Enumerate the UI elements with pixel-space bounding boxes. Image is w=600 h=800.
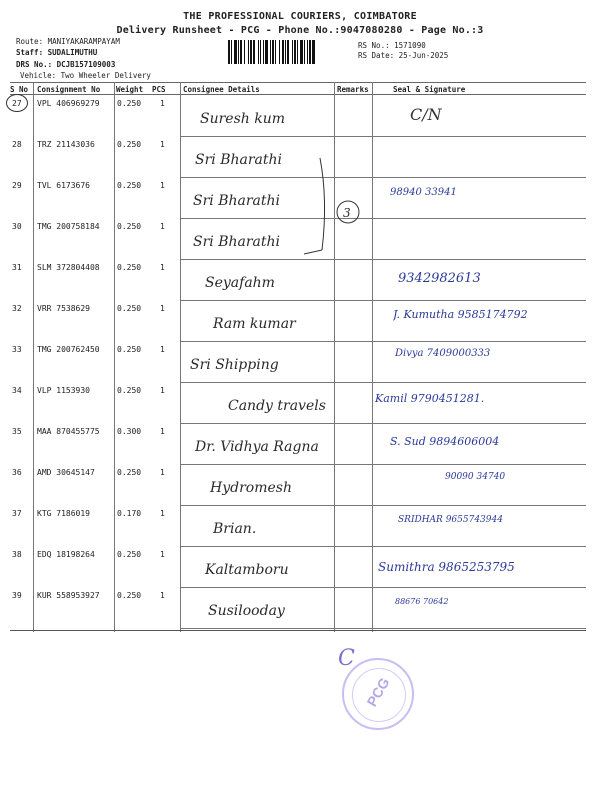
pcg-stamp bbox=[342, 658, 414, 730]
row-consignment-no: VPL 406969279 bbox=[37, 99, 100, 108]
row-consignee: Brian. bbox=[213, 521, 257, 537]
row-consignment-no: VLP 1153930 bbox=[37, 386, 90, 395]
row-consignment-no: AMD 30645147 bbox=[37, 468, 95, 477]
row-seal-signature: Sumithra 9865253795 bbox=[378, 560, 515, 574]
row-sno: 28 bbox=[12, 140, 22, 149]
row-weight: 0.250 bbox=[117, 550, 142, 559]
barcode-bar bbox=[304, 40, 305, 64]
barcode-bar bbox=[312, 40, 315, 64]
row-weight: 0.250 bbox=[117, 222, 142, 231]
row-weight: 0.300 bbox=[117, 427, 142, 436]
row-sno: 34 bbox=[12, 386, 22, 395]
row-pcs: 1 bbox=[160, 99, 165, 108]
row-weight: 0.170 bbox=[117, 509, 142, 518]
row-consignee: Ram kumar bbox=[213, 316, 296, 332]
row-weight: 0.250 bbox=[117, 181, 142, 190]
row-pcs: 1 bbox=[160, 591, 165, 600]
row-consignee: Susilooday bbox=[208, 603, 285, 619]
vrule-3 bbox=[180, 82, 181, 632]
barcode-bar bbox=[258, 40, 259, 64]
row-weight: 0.250 bbox=[117, 263, 142, 272]
row-seal-signature: 98940 33941 bbox=[390, 187, 457, 198]
row-seal-signature: S. Sud 9894606004 bbox=[390, 435, 500, 448]
vrule-2 bbox=[114, 82, 115, 632]
row-sno: 33 bbox=[12, 345, 22, 354]
col-weight: Weight bbox=[116, 85, 144, 94]
bracket-mark bbox=[300, 150, 370, 260]
row-consignee: Hydromesh bbox=[210, 480, 292, 496]
barcode-bar bbox=[234, 40, 237, 64]
row-rule bbox=[180, 464, 586, 465]
row-consignment-no: KTG 7186019 bbox=[37, 509, 90, 518]
row-consignee: Kaltamboru bbox=[205, 562, 289, 578]
col-consignment: Consignment No bbox=[37, 85, 101, 94]
row-sno: 39 bbox=[12, 591, 22, 600]
row-consignee: Suresh kum bbox=[200, 111, 286, 127]
row-consignee: Sri Bharathi bbox=[195, 152, 283, 168]
table-bottom-rule bbox=[10, 630, 586, 631]
row-sno: 29 bbox=[12, 181, 22, 190]
barcode-bar bbox=[250, 40, 252, 64]
row-weight: 0.250 bbox=[117, 304, 142, 313]
barcode-bar bbox=[248, 40, 249, 64]
barcode-bar bbox=[231, 40, 232, 64]
row-seal-signature: 88676 70642 bbox=[395, 597, 449, 606]
barcode-bar bbox=[272, 40, 274, 64]
row-consignment-no: MAA 870455775 bbox=[37, 427, 100, 436]
row-pcs: 1 bbox=[160, 550, 165, 559]
barcode-bar bbox=[297, 40, 298, 64]
row-sno: 35 bbox=[12, 427, 22, 436]
drs-label: DRS No.: DCJB157109003 bbox=[16, 60, 116, 69]
row-rule bbox=[180, 341, 586, 342]
barcode-bar bbox=[287, 40, 289, 64]
barcode-bar bbox=[294, 40, 296, 64]
row-sno: 32 bbox=[12, 304, 22, 313]
row-rule bbox=[180, 300, 586, 301]
vrule-5 bbox=[372, 82, 373, 632]
remarks-count: 3 bbox=[343, 206, 351, 220]
barcode-bar bbox=[309, 40, 311, 64]
row-rule bbox=[180, 587, 586, 588]
barcode-bar bbox=[240, 40, 242, 64]
row-consignment-no: TMG 200762450 bbox=[37, 345, 100, 354]
row-pcs: 1 bbox=[160, 345, 165, 354]
row-sno: 27 bbox=[12, 99, 22, 108]
barcode-bar bbox=[228, 40, 230, 64]
row-weight: 0.250 bbox=[117, 140, 142, 149]
row-weight: 0.250 bbox=[117, 345, 142, 354]
row-weight: 0.250 bbox=[117, 468, 142, 477]
staff-label: Staff: SUDALIMUTHU bbox=[16, 48, 98, 57]
barcode-bar bbox=[285, 40, 286, 64]
row-consignment-no: TVL 6173676 bbox=[37, 181, 90, 190]
row-rule bbox=[180, 505, 586, 506]
row-weight: 0.250 bbox=[117, 591, 142, 600]
table-top-rule bbox=[10, 82, 586, 83]
vehicle-label: Vehicle: Two Wheeler Delivery bbox=[20, 71, 151, 80]
row-weight: 0.250 bbox=[117, 99, 142, 108]
barcode-bar bbox=[282, 40, 284, 64]
row-sno: 37 bbox=[12, 509, 22, 518]
vrule-1 bbox=[33, 82, 34, 632]
col-consignee: Consignee Details bbox=[183, 85, 260, 94]
row-sno: 31 bbox=[12, 263, 22, 272]
barcode-bar bbox=[260, 40, 261, 64]
row-sno: 36 bbox=[12, 468, 22, 477]
row-rule bbox=[180, 177, 586, 178]
row-rule bbox=[180, 218, 586, 219]
company-title: THE PROFESSIONAL COURIERS, COIMBATORE bbox=[183, 11, 417, 22]
row-rule bbox=[180, 259, 586, 260]
barcode-graphic bbox=[228, 40, 351, 64]
barcode-bar bbox=[292, 40, 293, 64]
row-consignee: Dr. Vidhya Ragna bbox=[195, 439, 319, 455]
row-consignment-no: KUR 558953927 bbox=[37, 591, 100, 600]
row-seal-signature: Kamil 9790451281. bbox=[375, 392, 485, 405]
col-pcs: PCS bbox=[152, 85, 166, 94]
row-consignee: Candy travels bbox=[228, 398, 326, 414]
row-consignee: Sri Bharathi bbox=[193, 193, 281, 209]
row-pcs: 1 bbox=[160, 263, 165, 272]
row-seal-signature: SRIDHAR 9655743944 bbox=[398, 515, 503, 525]
row-consignee: Sri Shipping bbox=[190, 357, 279, 373]
runsheet-title: Delivery Runsheet - PCG - Phone No.:9047080280 - Page No.:3 bbox=[116, 25, 484, 36]
row-rule bbox=[180, 546, 586, 547]
barcode-bar bbox=[275, 40, 276, 64]
barcode bbox=[228, 40, 351, 64]
row-consignment-no: TMG 200758184 bbox=[37, 222, 100, 231]
row-seal-signature: C/N bbox=[410, 105, 442, 124]
barcode-bar bbox=[253, 40, 255, 64]
header-bottom-rule bbox=[10, 94, 586, 95]
row-sno: 38 bbox=[12, 550, 22, 559]
row-pcs: 1 bbox=[160, 304, 165, 313]
row-weight: 0.250 bbox=[117, 386, 142, 395]
barcode-bar bbox=[279, 40, 280, 64]
row-consignee: Sri Bharathi bbox=[193, 234, 281, 250]
initial-letter: C bbox=[338, 646, 355, 671]
row-27-circle-mark bbox=[6, 94, 28, 112]
row-pcs: 1 bbox=[160, 140, 165, 149]
row-sno: 30 bbox=[12, 222, 22, 231]
row-consignee: Seyafahm bbox=[205, 275, 275, 291]
row-consignment-no: VRR 7538629 bbox=[37, 304, 90, 313]
col-sno: S No bbox=[10, 85, 29, 94]
row-consignment-no: EDQ 18198264 bbox=[37, 550, 95, 559]
row-pcs: 1 bbox=[160, 222, 165, 231]
route-label: Route: MANIYAKARAMPAYAM bbox=[16, 37, 120, 46]
row-seal-signature: Divya 7409000333 bbox=[395, 348, 491, 359]
row-rule bbox=[180, 423, 586, 424]
col-remarks: Remarks bbox=[337, 85, 369, 94]
rs-number: RS No.: 1571090 bbox=[358, 41, 426, 50]
barcode-bar bbox=[265, 40, 268, 64]
row-rule bbox=[180, 136, 586, 137]
row-rule bbox=[180, 628, 586, 629]
stamp-text: PCG bbox=[363, 674, 393, 710]
row-seal-signature: J. Kumutha 9585174792 bbox=[393, 308, 528, 321]
row-consignment-no: SLM 372804408 bbox=[37, 263, 100, 272]
barcode-bar bbox=[238, 40, 239, 64]
col-seal: Seal & Signature bbox=[393, 85, 466, 94]
barcode-bar bbox=[307, 40, 308, 64]
row-seal-signature: 9342982613 bbox=[398, 271, 481, 286]
row-pcs: 1 bbox=[160, 181, 165, 190]
barcode-bar bbox=[244, 40, 245, 64]
row-rule bbox=[180, 382, 586, 383]
row-pcs: 1 bbox=[160, 468, 165, 477]
row-consignment-no: TRZ 21143036 bbox=[37, 140, 95, 149]
barcode-bar bbox=[270, 40, 271, 64]
barcode-bar bbox=[263, 40, 264, 64]
row-pcs: 1 bbox=[160, 509, 165, 518]
barcode-bar bbox=[300, 40, 303, 64]
row-pcs: 1 bbox=[160, 386, 165, 395]
row-pcs: 1 bbox=[160, 427, 165, 436]
row-seal-signature: 90090 34740 bbox=[445, 472, 506, 482]
rs-date: RS Date: 25-Jun-2025 bbox=[358, 51, 449, 60]
